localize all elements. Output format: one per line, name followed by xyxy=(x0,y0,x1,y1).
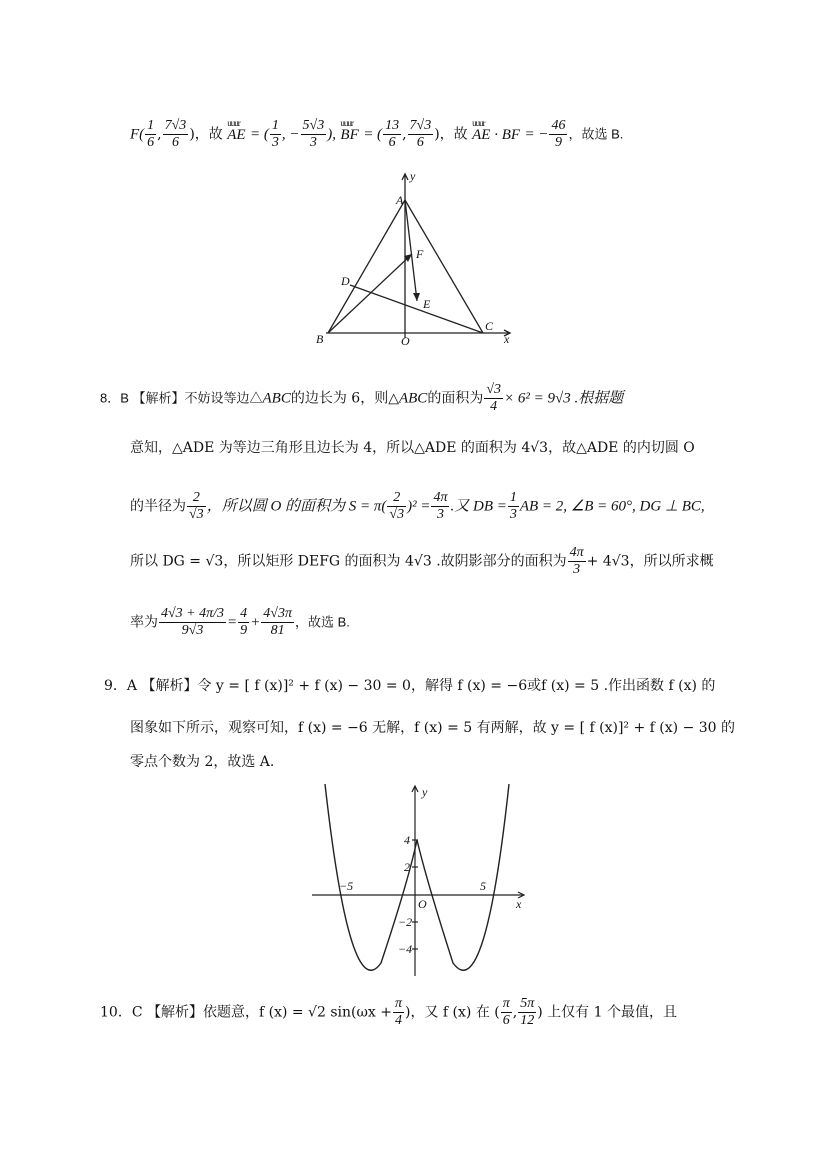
tick-neg-2: −2 xyxy=(398,915,413,929)
label-a: A xyxy=(396,193,404,207)
dot-product: uuur AE · BF xyxy=(472,117,521,143)
fraction: $\frac{2}{√3}$ xyxy=(189,490,204,522)
q10-line1: 10．C 【解析】依题意，f (x) = √2 sin(ωx + $\frac{\pi}{4}$ )，又 f (x) 在 ( $\frac{\pi}{6}$ , $\frac{5\pi}{12}$ ) 上仅有 1 个最值，且 xyxy=(100,996,677,1028)
fraction: $\frac{46}{9}$ xyxy=(551,118,566,150)
fraction: $\frac{2}{√3}$ xyxy=(389,490,405,522)
fraction: $\frac{4\pi}{3}$ xyxy=(433,490,448,522)
fraction: $\frac{4}{9}$ xyxy=(240,606,248,638)
q9-line1: 9．A 【解析】令 y = [ f (x)]² + f (x) − 30 = 0，解得 f (x) = −6或f (x) = 5 .作出函数 f (x) 的 xyxy=(104,678,716,694)
fraction: $\frac{1}{3}$ xyxy=(509,490,517,522)
fraction: $\frac{√3}{4}$ xyxy=(486,382,502,414)
label-o: O xyxy=(418,897,427,911)
label-y: y xyxy=(422,785,428,799)
fraction: $\frac{7√3}{6}$ xyxy=(409,118,432,150)
q8-line3: 的半径为 $\frac{2}{√3}$ ，所以圆 O 的面积为 S = π( $\frac{2}{√3}$ )² = $\frac{4\pi}{3}$ .又 DB = $\frac{1}{3}$ AB = 2, ∠B = 60°, DG ⊥ BC, xyxy=(130,490,705,522)
tick-2: 2 xyxy=(404,860,410,874)
fraction: $\frac{4√3 + 4\pi/3}{9√3}$ xyxy=(161,606,225,638)
fraction: $\frac{4√3\pi}{81}$ xyxy=(263,606,292,638)
vector-bf: uuur BF xyxy=(340,117,359,143)
label-y: y xyxy=(410,169,416,183)
tick-neg-5: −5 xyxy=(339,879,354,893)
label-c: C xyxy=(485,319,494,333)
label-x: x xyxy=(504,332,510,346)
q8-line4: 所以 DG = √3，所以矩形 DEFG 的面积为 4√3 .故阴影部分的面积为 $\frac{4\pi}{3}$ + 4√3，所以所求概 xyxy=(130,545,714,577)
q9-line2: 图象如下所示，观察可知，f (x) = −6 无解，f (x) = 5 有两解，故 y = [ f (x)]² + f (x) − 30 的 xyxy=(130,720,736,736)
label-b: B xyxy=(316,332,324,346)
fraction: $\frac{7√3}{6}$ xyxy=(164,118,187,150)
fraction: $\frac{13}{6}$ xyxy=(385,118,400,150)
vector-ae: uuur AE xyxy=(227,117,246,143)
answer-7-tail-line: F( $\frac{1}{6}$ , $\frac{7√3}{6}$ )，故 uuur AE = ( $\frac{1}{3}$ , − $\frac{5√3}{3}$ ), uuur BF = ( $\frac{13}{6}$ , $\frac{7√3}{6}$ )，故 uuur AE · BF = − $\frac{46}{9}$ ，故选 B. xyxy=(130,117,624,150)
label-d: D xyxy=(341,274,350,288)
triangle-figure xyxy=(300,168,530,350)
q8-line5: 率为 $\frac{4√3 + 4\pi/3}{9√3}$ = $\frac{4}{9}$ + $\frac{4√3\pi}{81}$ ，故选 B. xyxy=(130,606,350,638)
fraction: $\frac{1}{6}$ xyxy=(147,118,155,150)
tick-neg-4: −4 xyxy=(398,942,413,956)
fraction: $\frac{5√3}{3}$ xyxy=(302,118,325,150)
label-x: x xyxy=(516,897,522,911)
q8-line1: 8．B 【解析】不妨设等边△ABC的边长为 6，则△ABC的面积为 $\frac{√3}{4}$ × 6² = 9√3 .根据题 xyxy=(100,382,624,414)
label-e: E xyxy=(423,297,431,311)
tick-5: 5 xyxy=(480,879,486,893)
q8-line2: 意知，△ADE 为等边三角形且边长为 4，所以△ADE 的面积为 4√3，故△ADE 的内切圆 O xyxy=(130,440,695,456)
q9-line3: 零点个数为 2，故选 A. xyxy=(130,754,275,770)
label-f: F xyxy=(416,247,424,261)
tick-4: 4 xyxy=(404,833,410,847)
fraction: $\frac{\pi}{6}$ xyxy=(502,996,510,1028)
fraction: $\frac{4\pi}{3}$ xyxy=(569,545,584,577)
function-graph xyxy=(310,782,536,978)
label-o: O xyxy=(401,334,410,348)
fraction: $\frac{5\pi}{12}$ xyxy=(520,996,535,1028)
fraction: $\frac{1}{3}$ xyxy=(271,118,279,150)
fraction: $\frac{\pi}{4}$ xyxy=(394,996,402,1028)
